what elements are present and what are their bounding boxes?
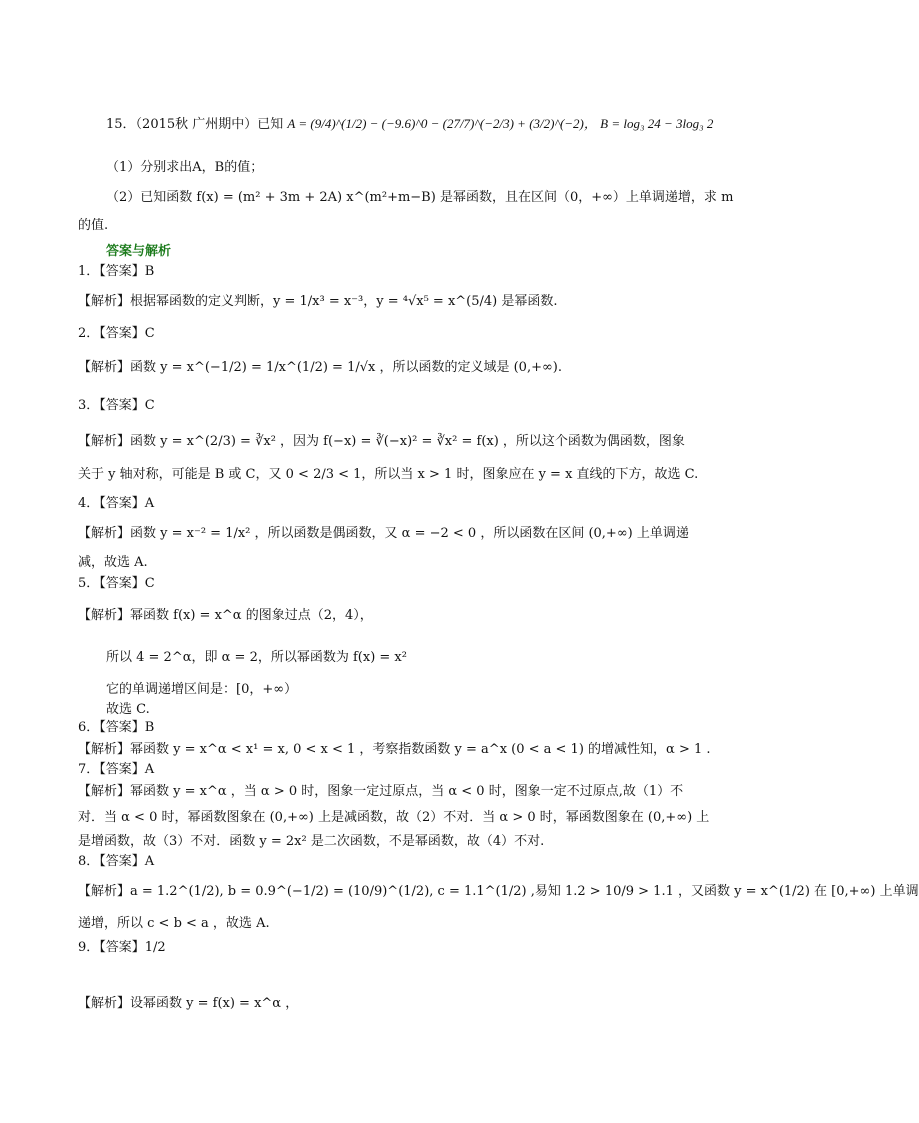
analysis-line: 【解析】函数 y = x^(−1/2) = 1/x^(1/2) = 1/√x ，所以函数的定义域是 (0,+∞). [78, 360, 563, 375]
analysis-line: 递增，所以 c < b < a ，故选 A. [78, 916, 270, 931]
q15-stem [106, 114, 713, 135]
q15-part2: （2）已知函数 f(x) = (m² + 3m + 2A) x^(m²+m−B) 是幂函数，且在区间（0，+∞）上单调递增，求 m [106, 190, 734, 205]
analysis-line: 【解析】幂函数 f(x) = x^α 的图象过点（2，4）， [78, 608, 373, 623]
answer-label: 1．【答案】B [78, 264, 155, 279]
analysis-line: 【解析】函数 y = x⁻² = 1/x² ，所以函数是偶函数，又 α = −2 < 0 ，所以函数在区间 (0,+∞) 上单调递 [78, 526, 689, 541]
q15-part1: （1）分别求出A，B的值； [106, 160, 264, 175]
analysis-line: 关于 y 轴对称，可能是 B 或 C，又 0 < 2/3 < 1，所以当 x > 1 时，图象应在 y = x 直线的下方，故选 C. [78, 467, 699, 482]
answer-label: 2．【答案】C [78, 326, 155, 341]
analysis-line: 对．当 α < 0 时，幂函数图象在 (0,+∞) 上是减函数，故（2）不对．当 α > 0 时，幂函数图象在 (0,+∞) 上 [78, 810, 710, 825]
answer-label: 4．【答案】A [78, 496, 155, 511]
analysis-line: 【解析】幂函数 y = x^α ，当 α > 0 时，图象一定过原点，当 α < 0 时，图象一定不过原点,故（1）不 [78, 784, 684, 799]
q15-head: 15．（2015秋 广州期中）已知 [106, 117, 284, 132]
analysis-line: 【解析】a = 1.2^(1/2), b = 0.9^(−1/2) = (10/9)^(1/2), c = 1.1^(1/2) ,易知 1.2 > 10/9 > 1.1 ，又函数 y = x^(1/2) 在 [0,+∞) 上单调 [78, 884, 919, 899]
answer-label: 7．【答案】A [78, 762, 155, 777]
analysis-line: 【解析】根据幂函数的定义判断，y = 1/x³ = x⁻³，y = ⁴√x⁵ = x^(5/4) 是幂函数. [78, 294, 558, 309]
answers-heading: 答案与解析 [106, 244, 172, 259]
q15-part2-cont: 的值. [78, 218, 109, 233]
analysis-line: 故选 C. [106, 702, 150, 717]
analysis-line: 【解析】设幂函数 y = f(x) = x^α ， [78, 996, 299, 1011]
answer-label: 9．【答案】1/2 [78, 940, 166, 955]
q15-formula: A = (9/4)^(1/2) − (−9.6)^0 − (27/7)^(−2/3) + (3/2)^(−2)， B = log₃ 24 − 3log₃ 2 [287, 116, 714, 131]
analysis-line: 所以 4 = 2^α，即 α = 2，所以幂函数为 f(x) = x² [106, 650, 407, 665]
analysis-line: 是增函数，故（3）不对．函数 y = 2x² 是二次函数，不是幂函数，故（4）不对. [78, 834, 545, 849]
analysis-line: 它的单调递增区间是：[0，+∞） [106, 682, 298, 697]
answer-label: 3．【答案】C [78, 398, 155, 413]
analysis-line: 【解析】函数 y = x^(2/3) = ∛x² ，因为 f(−x) = ∛(−x)² = ∛x² = f(x) ，所以这个函数为偶函数，图象 [78, 434, 685, 449]
analysis-line: 减，故选 A. [78, 555, 148, 570]
analysis-line: 【解析】幂函数 y = x^α < x¹ = x, 0 < x < 1 ，考察指数函数 y = a^x (0 < a < 1) 的增减性知，α > 1 . [78, 742, 711, 757]
answer-label: 5．【答案】C [78, 576, 155, 591]
answer-label: 8．【答案】A [78, 854, 155, 869]
answer-label: 6．【答案】B [78, 720, 155, 735]
